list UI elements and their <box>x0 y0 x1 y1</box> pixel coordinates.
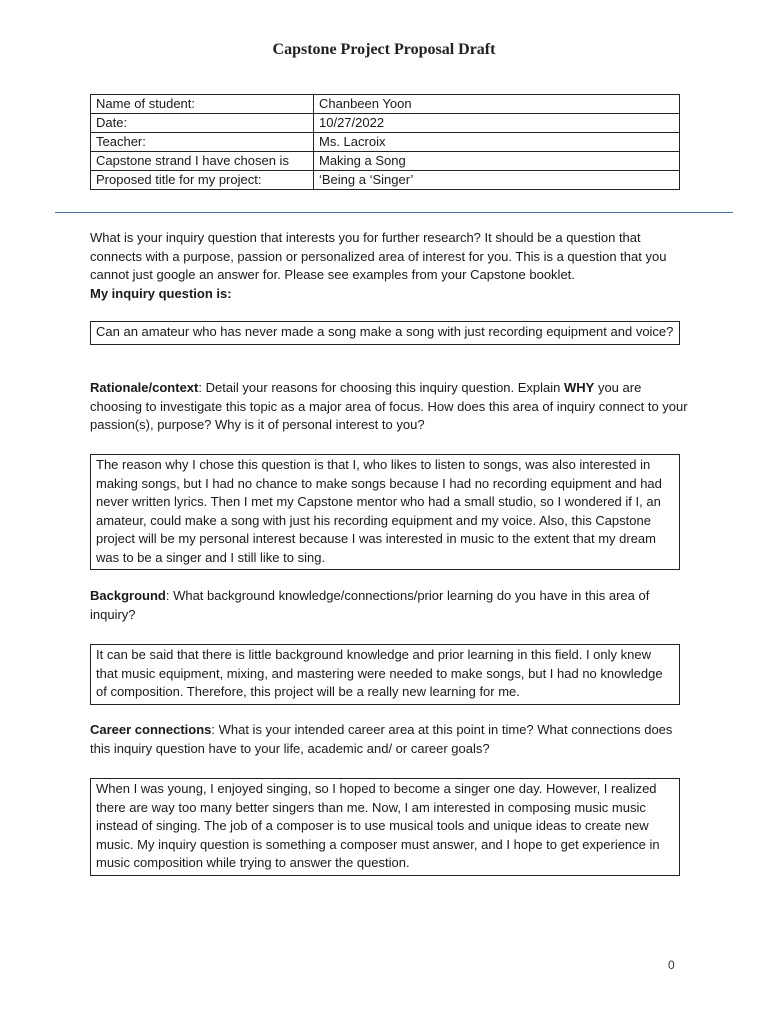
section-divider <box>55 212 733 213</box>
background-prompt: : What background knowledge/connections/prior learning do you have in this area of inquiry? <box>90 588 650 622</box>
background-prompt-block <box>90 587 690 624</box>
table-label: Capstone strand I have chosen is <box>91 152 314 171</box>
table-row <box>91 152 680 171</box>
table-value: 10/27/2022 <box>314 114 680 133</box>
inquiry-prompt-block <box>90 229 690 303</box>
document-title: Capstone Project Proposal Draft <box>272 41 496 58</box>
table-value: Ms. Lacroix <box>314 133 680 152</box>
career-prompt: : What is your intended career area at this point in time? What connections does this inquiry question have to your life, academic and/ or career goals? <box>90 722 673 756</box>
table-label: Proposed title for my project: <box>91 171 314 190</box>
table-row <box>91 133 680 152</box>
table-label: Date: <box>91 114 314 133</box>
career-label: Career connections <box>90 722 212 737</box>
table-value: Making a Song <box>314 152 680 171</box>
rationale-prompt-block <box>90 379 690 435</box>
inquiry-answer-box[interactable] <box>90 321 680 345</box>
inquiry-prompt: What is your inquiry question that interests you for further research? It should be a question that connects with a purpose, passion or personalized area of interest for you. This is a question that you cannot just google an answer for. Please see examples from your Capstone booklet. <box>90 230 667 282</box>
background-answer: It can be said that there is little background knowledge and prior learning in this field. I only knew that music equipment, mixing, and mastering were needed to make songs, but I had no knowledge of composition. Therefore, this project will be a really new learning for me. <box>96 647 663 699</box>
rationale-prompt-end: you are choosing to investigate this topic as a major area of focus. How does this area of inquiry connect to your passion(s), purpose? Why is it of personal interest to you? <box>90 380 688 432</box>
table-row <box>91 95 680 114</box>
rationale-label: Rationale/context <box>90 380 199 395</box>
table-value: Chanbeen Yoon <box>314 95 680 114</box>
page-number: 0 <box>668 958 675 972</box>
table-value: ‘Being a ‘Singer’ <box>314 171 680 190</box>
career-answer: When I was young, I enjoyed singing, so I hoped to become a singer one day. However, I realized there are way too many better singers than me. Now, I am interested in composing music music instead of singing. The job of a composer is to use musical tools and unique ideas to create new music. My inquiry question is something a composer must answer, and I hope to get experience in music composition while trying to answer the question. <box>96 781 660 870</box>
career-prompt-block <box>90 721 690 758</box>
rationale-answer-box[interactable] <box>90 454 680 570</box>
table-label: Teacher: <box>91 133 314 152</box>
rationale-prompt-emphasis: WHY <box>564 380 595 395</box>
rationale-answer: The reason why I chose this question is that I, who likes to listen to songs, was also interested in making songs, but I had no chance to make songs because I had no recording equipment and had never written lyrics. Then I met my Capstone mentor who had a small studio, so I wondered if I, an amateur, could make a song with just his recording equipment and my voice. Also, this Capstone project will be my personal interest because I was interested in music to the extent that my dream was to be a singer and I still like to sing. <box>96 457 662 565</box>
table-label: Name of student: <box>91 95 314 114</box>
table-row <box>91 114 680 133</box>
table-row <box>91 171 680 190</box>
background-label: Background <box>90 588 166 603</box>
inquiry-answer: Can an amateur who has never made a song make a song with just recording equipment and voice? <box>96 324 674 339</box>
background-answer-box[interactable] <box>90 644 680 705</box>
student-info-table <box>90 94 680 190</box>
rationale-prompt-start: : Detail your reasons for choosing this inquiry question. Explain <box>198 380 564 395</box>
inquiry-label: My inquiry question is: <box>90 285 232 301</box>
career-answer-box[interactable] <box>90 778 680 876</box>
